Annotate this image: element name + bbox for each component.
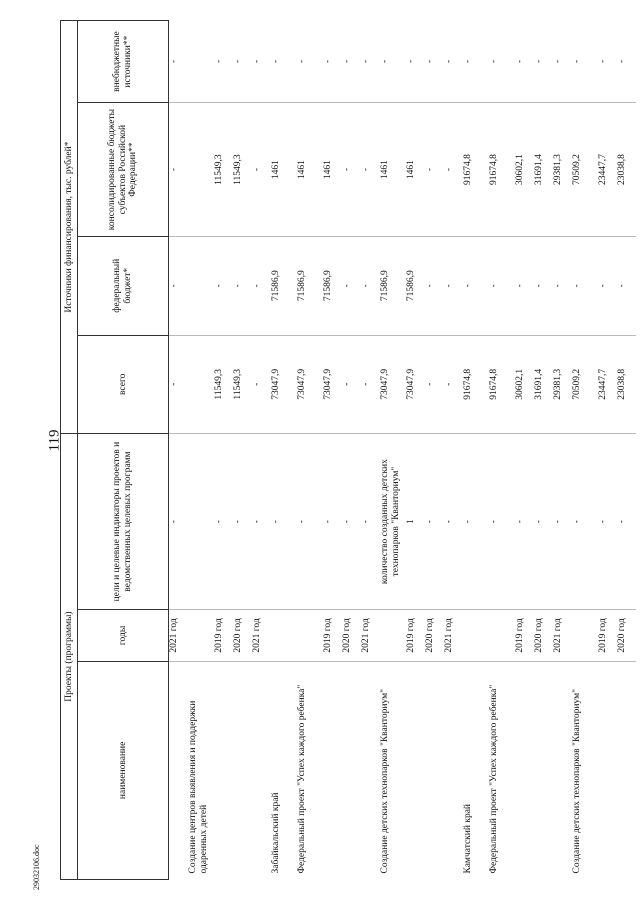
cell-name: Создание детских технопарков "Кванториум": [572, 689, 582, 874]
cell-year: 2019 год: [323, 610, 342, 662]
cell-federal: -: [534, 236, 553, 335]
cell-name: [598, 661, 617, 879]
cell-federal: -: [515, 236, 534, 335]
cell-total: -: [252, 335, 271, 434]
cell-target: -: [617, 434, 636, 610]
cell-regional: -: [444, 103, 463, 237]
cell-federal: -: [169, 236, 189, 335]
cell-year: [380, 610, 406, 662]
cell-federal: 71586,9: [380, 236, 406, 335]
cell-federal: 71586,9: [323, 236, 342, 335]
header-total: всего: [78, 335, 169, 434]
cell-name: [361, 661, 380, 879]
header-extra: внебюджетные источники**: [78, 21, 169, 103]
cell-extra: -: [406, 21, 425, 103]
cell-extra: -: [323, 21, 342, 103]
cell-name: Забайкальский край: [271, 792, 281, 874]
cell-extra: -: [598, 21, 617, 103]
header-regional: консолидированные бюджеты субъектов Российской Федерации**: [78, 103, 169, 237]
cell-regional: 11549,3: [214, 103, 233, 237]
table-row: [169, 21, 189, 880]
table-row: [444, 21, 463, 880]
cell-name: Федеральный проект "Успех каждого ребенка": [297, 684, 307, 874]
header-federal: федеральный бюджет*: [78, 236, 169, 335]
table-row: [361, 21, 380, 880]
table-row: [463, 21, 489, 880]
table-row: [425, 21, 444, 880]
cell-name: [515, 661, 534, 879]
cell-year: 2019 год: [515, 610, 534, 662]
cell-year: 2019 год: [598, 610, 617, 662]
cell-regional: -: [342, 103, 361, 237]
cell-regional: 30602,1: [515, 103, 534, 237]
cell-name: Камчатский край: [463, 804, 473, 874]
cell-extra: -: [271, 21, 297, 103]
cell-total: 23447,7: [598, 335, 617, 434]
cell-year: 2021 год: [252, 610, 271, 662]
table-row: [598, 21, 617, 880]
table-body: [169, 21, 637, 880]
cell-regional: 91674,8: [489, 103, 515, 237]
table-row: [617, 21, 636, 880]
cell-extra: -: [444, 21, 463, 103]
cell-name: [169, 661, 189, 879]
table-row: [297, 21, 323, 880]
cell-target: -: [252, 434, 271, 610]
cell-federal: -: [425, 236, 444, 335]
cell-federal: -: [617, 236, 636, 335]
cell-target: -: [534, 434, 553, 610]
table-row: [406, 21, 425, 880]
cell-extra: -: [515, 21, 534, 103]
cell-year: [271, 610, 297, 662]
cell-extra: -: [252, 21, 271, 103]
cell-year: 2020 год: [425, 610, 444, 662]
cell-target: -: [361, 434, 380, 610]
table-row: [214, 21, 233, 880]
table-row: [572, 21, 598, 880]
cell-federal: -: [342, 236, 361, 335]
cell-federal: -: [444, 236, 463, 335]
cell-target: [188, 434, 214, 610]
cell-regional: [188, 103, 214, 237]
cell-total: 73047,9: [323, 335, 342, 434]
cell-target: 1: [406, 434, 425, 610]
page-number: 119: [46, 429, 63, 452]
cell-name: Федеральный проект "Успех каждого ребенка": [489, 684, 499, 874]
cell-extra: -: [342, 21, 361, 103]
cell-federal: 71586,9: [271, 236, 297, 335]
cell-federal: -: [598, 236, 617, 335]
cell-federal: 71586,9: [406, 236, 425, 335]
cell-year: [572, 610, 598, 662]
cell-extra: [188, 21, 214, 103]
cell-regional: 1461: [297, 103, 323, 237]
header-projects-group: Проекты (программы): [61, 434, 78, 880]
cell-total: [188, 335, 214, 434]
cell-name: [252, 661, 271, 879]
cell-regional: 23038,8: [617, 103, 636, 237]
cell-total: -: [425, 335, 444, 434]
cell-target: -: [553, 434, 572, 610]
cell-federal: -: [361, 236, 380, 335]
cell-year: 2021 год: [169, 610, 189, 662]
cell-target: -: [444, 434, 463, 610]
cell-year: 2020 год: [617, 610, 636, 662]
cell-federal: -: [463, 236, 489, 335]
cell-regional: -: [425, 103, 444, 237]
cell-year: 2021 год: [361, 610, 380, 662]
cell-name: [534, 661, 553, 879]
cell-regional: 31691,4: [534, 103, 553, 237]
cell-extra: -: [297, 21, 323, 103]
table-row: [233, 21, 252, 880]
cell-extra: -: [463, 21, 489, 103]
cell-total: 11549,3: [214, 335, 233, 434]
table-row: [323, 21, 342, 880]
rotated-table-container: [60, 20, 630, 880]
cell-total: 29381,3: [553, 335, 572, 434]
cell-target: -: [489, 434, 515, 610]
cell-federal: -: [214, 236, 233, 335]
cell-regional: 1461: [271, 103, 297, 237]
cell-year: [463, 610, 489, 662]
cell-name: [617, 661, 636, 879]
cell-target: -: [598, 434, 617, 610]
table-row: [380, 21, 406, 880]
cell-extra: -: [233, 21, 252, 103]
cell-total: -: [444, 335, 463, 434]
cell-regional: -: [361, 103, 380, 237]
table-row: [252, 21, 271, 880]
cell-total: 30602,1: [515, 335, 534, 434]
cell-name: [444, 661, 463, 879]
cell-year: [297, 610, 323, 662]
cell-target: количество созданных детских технопарков "Кванториум": [380, 434, 406, 610]
cell-extra: -: [169, 21, 189, 103]
cell-extra: -: [380, 21, 406, 103]
table-row: [515, 21, 534, 880]
cell-federal: -: [489, 236, 515, 335]
cell-regional: 11549,3: [233, 103, 252, 237]
cell-federal: -: [252, 236, 271, 335]
cell-extra: -: [553, 21, 572, 103]
table-row: [489, 21, 515, 880]
cell-year: 2019 год: [214, 610, 233, 662]
cell-total: 70509,2: [572, 335, 598, 434]
cell-total: 31691,4: [534, 335, 553, 434]
cell-total: 73047,9: [271, 335, 297, 434]
table-row: [342, 21, 361, 880]
cell-extra: -: [425, 21, 444, 103]
cell-extra: -: [361, 21, 380, 103]
cell-federal: -: [233, 236, 252, 335]
cell-total: 73047,9: [380, 335, 406, 434]
cell-regional: 1461: [380, 103, 406, 237]
cell-target: -: [271, 434, 297, 610]
cell-regional: 23447,7: [598, 103, 617, 237]
cell-target: -: [169, 434, 189, 610]
cell-name: [342, 661, 361, 879]
cell-name: [323, 661, 342, 879]
cell-regional: -: [252, 103, 271, 237]
cell-total: -: [361, 335, 380, 434]
cell-total: 91674,8: [463, 335, 489, 434]
cell-year: 2021 год: [444, 610, 463, 662]
cell-name: Создание центров выявления и поддержки одаренных детей: [188, 700, 209, 874]
table-row: [534, 21, 553, 880]
cell-name: [214, 661, 233, 879]
cell-name: [553, 661, 572, 879]
header-sources-group: Источники финансирования, тыс. рублей*: [61, 21, 78, 434]
footer-filename: 29032106.doc: [32, 844, 41, 890]
cell-regional: -: [169, 103, 189, 237]
cell-year: [188, 610, 214, 662]
cell-target: -: [323, 434, 342, 610]
cell-regional: 91674,8: [463, 103, 489, 237]
cell-total: 73047,9: [406, 335, 425, 434]
cell-target: -: [297, 434, 323, 610]
cell-target: -: [342, 434, 361, 610]
cell-federal: -: [553, 236, 572, 335]
cell-regional: 70509,2: [572, 103, 598, 237]
cell-target: -: [515, 434, 534, 610]
cell-target: -: [214, 434, 233, 610]
cell-name: Создание детских технопарков "Кванториум": [380, 689, 390, 874]
cell-federal: 71586,9: [297, 236, 323, 335]
table-row: [271, 21, 297, 880]
header-years: годы: [78, 610, 169, 662]
cell-year: 2019 год: [406, 610, 425, 662]
header-targets: цели и целевые индикаторы проектов и ведомственных целевых программ: [78, 434, 169, 610]
cell-total: 73047,9: [297, 335, 323, 434]
cell-target: -: [425, 434, 444, 610]
cell-year: [489, 610, 515, 662]
cell-target: -: [233, 434, 252, 610]
cell-extra: -: [489, 21, 515, 103]
cell-year: 2020 год: [534, 610, 553, 662]
cell-year: 2020 год: [233, 610, 252, 662]
cell-target: -: [572, 434, 598, 610]
cell-total: -: [169, 335, 189, 434]
cell-total: 91674,8: [489, 335, 515, 434]
cell-total: 23038,8: [617, 335, 636, 434]
cell-name: [425, 661, 444, 879]
cell-regional: 1461: [323, 103, 342, 237]
cell-regional: 1461: [406, 103, 425, 237]
cell-regional: 29381,3: [553, 103, 572, 237]
cell-federal: [188, 236, 214, 335]
table-row: [553, 21, 572, 880]
financing-table: [60, 20, 636, 880]
cell-extra: -: [617, 21, 636, 103]
cell-name: [406, 661, 425, 879]
cell-federal: -: [572, 236, 598, 335]
cell-target: -: [463, 434, 489, 610]
cell-year: 2020 год: [342, 610, 361, 662]
cell-year: 2021 год: [553, 610, 572, 662]
cell-total: 11549,3: [233, 335, 252, 434]
cell-extra: -: [534, 21, 553, 103]
table-header: [61, 21, 169, 880]
cell-extra: -: [214, 21, 233, 103]
table-row: [188, 21, 214, 880]
cell-name: [233, 661, 252, 879]
header-name: наименование: [78, 661, 169, 879]
cell-extra: -: [572, 21, 598, 103]
cell-total: -: [342, 335, 361, 434]
